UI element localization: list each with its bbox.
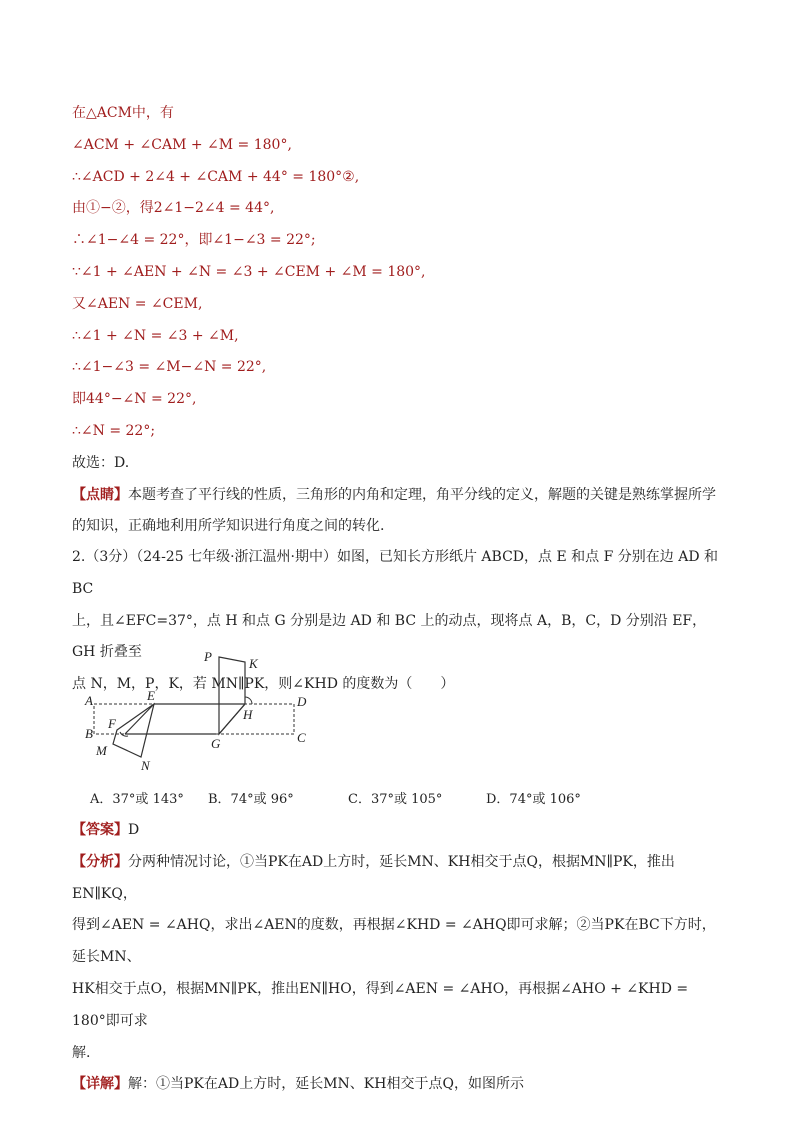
solution-line: 由①−②，得2∠1−2∠4 = 44°, — [72, 200, 275, 217]
comment-paragraph — [72, 480, 732, 544]
question-line: 上，且∠EFC=37°，点 H 和点 G 分别是边 AD 和 BC 上的动点，现将点 A，B，C，D 分别沿 EF，GH 折叠至 — [72, 612, 707, 661]
comment-text: 本题考查了平行线的性质，三角形的内角和定理，角平分线的定义，解题的关键是熟练掌握所学 — [128, 486, 716, 503]
solution-line: ∴∠ACD + 2∠4 + ∠CAM + 44° = 180°②, — [72, 168, 360, 185]
fold-figure — [80, 646, 320, 776]
option-a[interactable]: A．37°或 143° — [90, 792, 184, 807]
folded-quad-mnef — [113, 704, 154, 757]
option-c[interactable]: C．37°或 105° — [348, 792, 443, 807]
detail-paragraph — [72, 1069, 722, 1101]
label-m: M — [96, 743, 107, 758]
label-g: G — [211, 736, 221, 751]
analysis-tag: 【分析】 — [72, 853, 128, 870]
solution-conclusion: 故选：D. — [72, 454, 130, 471]
label-b: B — [85, 726, 93, 741]
option-d[interactable]: D．74°或 106° — [486, 792, 581, 807]
answer-tag: 【答案】 — [72, 822, 128, 838]
answer-line — [72, 815, 722, 847]
label-h: H — [243, 707, 253, 722]
label-e: E — [147, 688, 155, 703]
label-c: C — [297, 730, 306, 745]
solution-line: ∴∠1 + ∠N = ∠3 + ∠M, — [72, 327, 239, 344]
answer-value: D — [128, 822, 140, 838]
rectangle-abcd-dashed — [94, 704, 294, 734]
label-d: D — [297, 694, 307, 709]
label-a: A — [85, 693, 93, 708]
solution-line: ∵∠1 + ∠AEN + ∠N = ∠3 + ∠CEM + ∠M = 180°, — [72, 263, 426, 280]
solution-line: 即44°−∠N = 22°, — [72, 391, 197, 408]
crease-ef — [125, 704, 154, 734]
label-f: F — [108, 716, 116, 731]
comment-tag: 【点睛】 — [72, 486, 128, 503]
question-line: 2.（3分）（24-25 七年级·浙江温州·期中）如图，已知长方形纸片 ABCD，点 E 和点 F 分别在边 AD 和 BC — [72, 549, 718, 597]
detail-text: 解：①当PK在AD上方时，延长MN、KH相交于点Q，如图所示 — [128, 1076, 524, 1093]
analysis-text-2: 得到∠AEN = ∠AHQ，求出∠AEN的度数，再根据∠KHD = ∠AHQ即可求解；②当PK在BC下方时，延长MN、 — [72, 917, 716, 966]
solution-line: ∠ACM + ∠CAM + ∠M = 180°, — [72, 136, 292, 153]
comment-text-2: 的知识，正确地利用所学知识进行角度之间的转化. — [72, 518, 385, 535]
analysis-paragraph — [72, 847, 722, 1070]
label-k: K — [249, 656, 258, 671]
analysis-text-1: 分两种情况讨论，①当PK在AD上方时，延长MN、KH相交于点Q，根据MN∥PK，推出EN∥KQ， — [72, 853, 675, 902]
solution-line: 又∠AEN = ∠CEM, — [72, 295, 203, 312]
detail-tag: 【详解】 — [72, 1076, 128, 1093]
angle-mark-h — [245, 697, 252, 704]
solution-block — [72, 98, 732, 543]
question-line: 点 N，M，P，K，若 MN∥PK，则∠KHD 的度数为（ ） — [72, 676, 455, 693]
option-b[interactable]: B．74°或 96° — [208, 792, 294, 807]
analysis-text-3: HK相交于点O，根据MN∥PK，推出EN∥HO，得到∠AEN = ∠AHO，再根据∠AHO + ∠KHD = 180°即可求 — [72, 980, 689, 1029]
answer-and-analysis — [72, 815, 722, 1101]
solution-line: 在△ACM中，有 — [72, 105, 174, 121]
crease-gh — [219, 704, 245, 734]
solution-line: ∴∠N = 22°; — [72, 422, 156, 439]
label-n: N — [141, 758, 150, 773]
solution-line: ∴∠1−∠3 = ∠M−∠N = 22°, — [72, 359, 267, 376]
solution-line: ∴∠1−∠4 = 22°，即∠1−∠3 = 22°; — [72, 232, 316, 249]
label-p: P — [204, 649, 212, 664]
analysis-text-4: 解. — [72, 1044, 91, 1061]
folded-quad-pkhg — [219, 657, 245, 734]
